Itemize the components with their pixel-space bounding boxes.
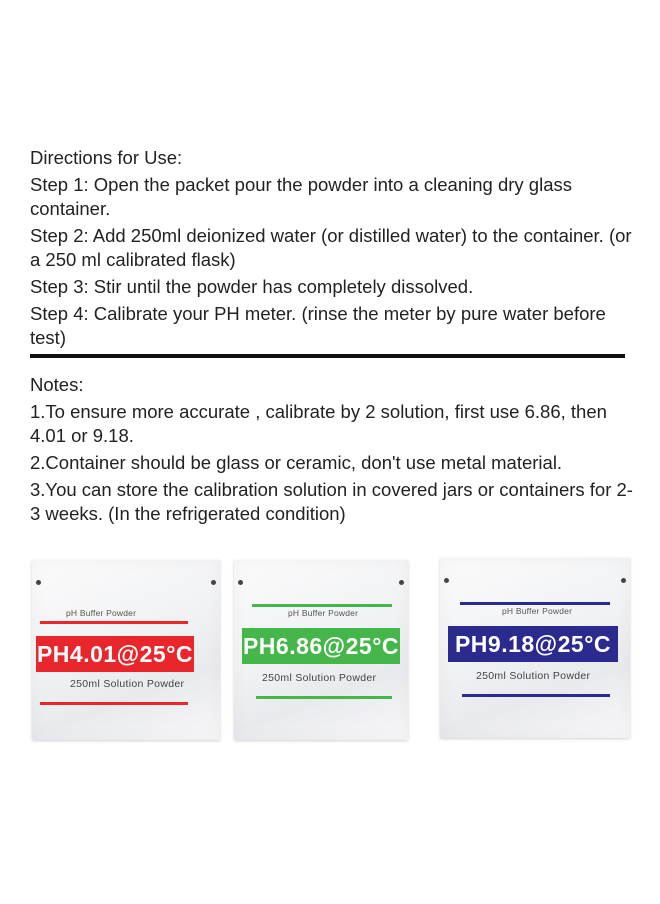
packet-subtitle: 250ml Solution Powder (476, 670, 591, 682)
packet-top-line (460, 602, 610, 605)
packet-label: PH4.01@25°C (36, 636, 194, 672)
direction-step: Step 4: Calibrate your PH meter. (rinse the meter by pure water before test) (30, 303, 606, 348)
section-divider (30, 354, 625, 358)
packet-label: PH9.18@25°C (448, 626, 618, 662)
tear-notch (444, 578, 449, 583)
packet-brand: pH Buffer Powder (502, 606, 573, 616)
tear-notch (36, 580, 41, 585)
direction-step: Step 1: Open the packet pour the powder into a cleaning dry glass container. (30, 174, 572, 219)
packet-bottom-line (40, 702, 188, 705)
packet-subtitle: 250ml Solution Powder (70, 678, 185, 690)
buffer-packets (0, 556, 660, 746)
notes-heading: Notes: (30, 374, 84, 395)
packet-ph-4-01 (32, 560, 220, 740)
packet-ph-6-86 (234, 560, 408, 740)
directions-section (30, 146, 640, 353)
tear-notch (621, 578, 626, 583)
directions-heading: Directions for Use: (30, 147, 183, 168)
note-item: 2.Container should be glass or ceramic, don't use metal material. (30, 452, 563, 473)
packet-top-line (40, 621, 188, 624)
packet-brand: pH Buffer Powder (66, 608, 137, 618)
direction-step: Step 2: Add 250ml deionized water (or distilled water) to the container. (or a 250 ml calibrated flask) (30, 225, 632, 270)
notes-section (30, 373, 640, 529)
packet-subtitle: 250ml Solution Powder (262, 672, 377, 684)
packet-bottom-line (462, 694, 610, 697)
tear-notch (399, 580, 404, 585)
packet-label: PH6.86@25°C (242, 628, 400, 664)
tear-notch (238, 580, 243, 585)
tear-notch (211, 580, 216, 585)
packet-brand: pH Buffer Powder (288, 608, 359, 618)
packet-ph-9-18 (440, 558, 630, 738)
note-item: 3.You can store the calibration solution in covered jars or containers for 2-3 weeks. (In the refrigerated condition) (30, 479, 633, 524)
packet-bottom-line (256, 696, 392, 699)
note-item: 1.To ensure more accurate , calibrate by 2 solution, first use 6.86, then 4.01 or 9.18. (30, 401, 607, 446)
packet-top-line (252, 604, 392, 607)
direction-step: Step 3: Stir until the powder has completely dissolved. (30, 276, 474, 297)
